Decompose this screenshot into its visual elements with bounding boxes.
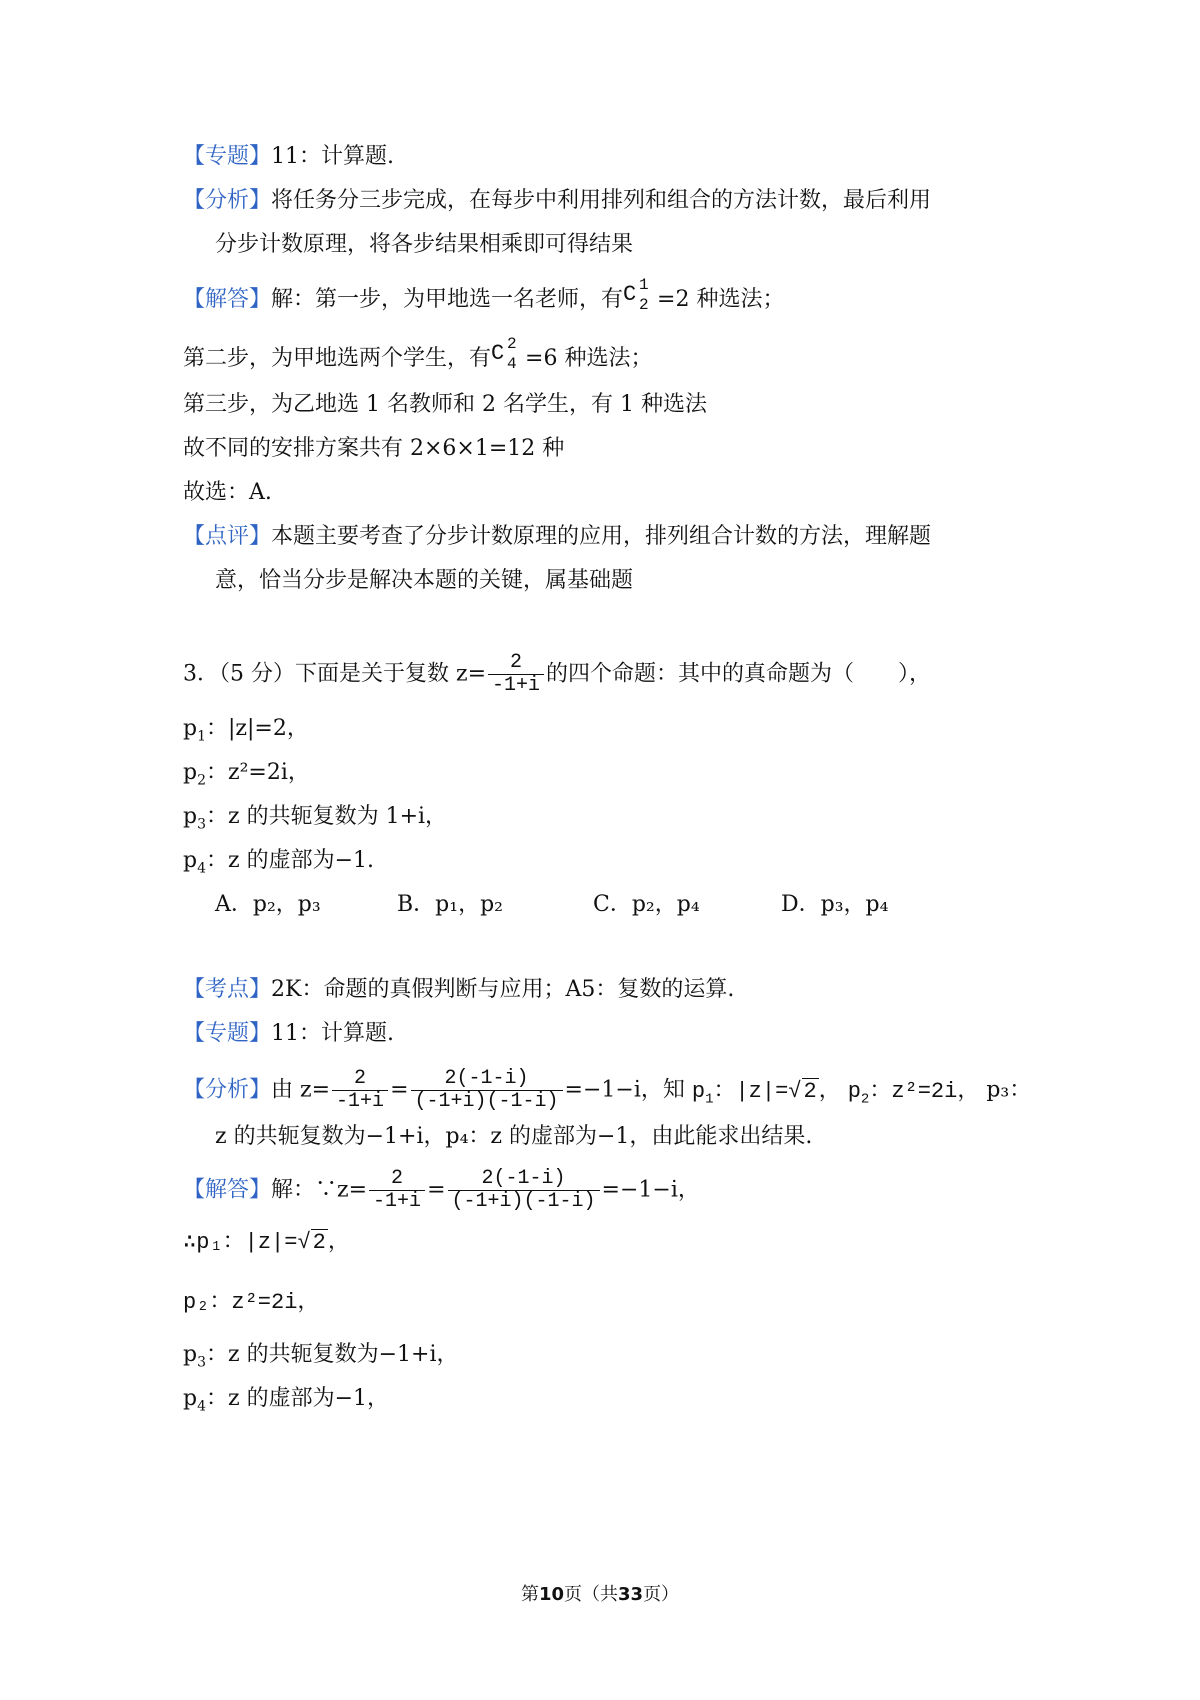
fenxi-p2: $p_2$：z²=2i， [847,1078,980,1107]
q3-sol-p4: $p_4$：z 的虚部为−1， [183,1386,390,1415]
dianping-text: 本题主要考查了分步计数原理的应用，排列组合计数的方法，理解题 [271,524,932,549]
answer-text: 故选：A. [183,480,272,505]
zhuanti-text: 11：计算题. [271,144,395,169]
q3-kaodian-line [183,975,734,1005]
option-c[interactable]: C．p₂，p₄ [593,892,700,917]
page-number: 10 [538,1584,564,1605]
q3-sol-p3: $p_3$：z 的共轭复数为−1+i， [183,1342,459,1371]
option-a[interactable]: A．p₂，p₃ [215,892,321,917]
q2-step3-line [183,390,707,420]
q3-stem-b: 的四个命题：其中的真命题为（ ）， [546,661,932,687]
q2-step2-line [183,335,652,374]
q2-total-line [183,434,564,464]
jieda-tag: 【解答】 [183,287,272,312]
sqrt-2: √2 [788,1078,817,1104]
fenxi-p1: $p_1$：|z|=√2， [691,1078,841,1107]
fenxi-text-2: 分步计数原理，将各步结果相乘即可得结果 [215,232,634,257]
zhuanti-text-2: 11：计算题. [271,1021,395,1046]
page-total: 33 [618,1584,644,1605]
fenxi-text: 将任务分三步完成，在每步中利用排列和组合的方法计数，最后利用 [271,188,932,213]
q3-zhuanti-line [183,1019,394,1049]
q3-p2: $p_2$：z²=2i， [183,760,310,789]
fraction-b: $\frac{2(-1-i)}{(-1+i)(-1-i)}$ [411,1068,563,1113]
q2-answer-line [183,478,272,508]
step2-text: 第二步，为甲地选两个学生，有 [183,346,492,371]
q3-stem [183,652,931,697]
fraction-d: $\frac{2(-1-i)}{(-1+i)(-1-i)}$ [448,1168,600,1213]
total-text: 故不同的安排方案共有 2×6×1=12 种 [183,436,565,461]
step2-text-b: =6 种选法； [525,346,653,371]
fenxi-tag: 【分析】 [183,188,272,213]
dianping-tag: 【点评】 [183,524,272,549]
zhuanti-tag-2: 【专题】 [183,1021,272,1046]
kaodian-tag: 【考点】 [183,977,272,1002]
q3-p4: $p_4$：z 的虚部为−1. [183,848,375,877]
jieda-text-b: =2 种选法； [657,287,785,312]
q3-p1: $p_1$：|z|=2， [183,716,309,745]
combination-c42: C 2 4 [491,335,517,373]
jieda-tag-2: 【解答】 [183,1177,272,1203]
q2-dianping-line-2 [215,566,633,596]
fraction-2-over-neg1-plus-i: $\frac{2}{-1+i}$ [488,652,544,697]
q3-options [215,890,1015,920]
q2-fenxi-line-2 [215,230,633,260]
combination-c21: C 1 2 [623,276,649,314]
q2-dianping-line [183,522,931,552]
zhuanti-tag: 【专题】 [183,144,272,169]
fraction-a: $\frac{2}{-1+i}$ [332,1068,388,1113]
sqrt-2-b: √2 [297,1230,326,1255]
q2-zhuanti-line [183,142,394,172]
q3-fenxi-line: 【分析】由 z= $\frac{2}{-1+i}$ = $\frac{2(-1-i)}{(-1+i)(-1-i)}$ =−1−i，知 $p_1$：|z|=√2， $p_2$：z²=2i， p₃： [183,1067,1032,1113]
q3-sol-p1: ∴p₁：|z|=√2， [183,1230,350,1255]
page-footer: 第10页（共33页） [520,1584,680,1605]
kaodian-text: 2K：命题的真假判断与应用；A5：复数的运算. [271,977,735,1002]
q3-p3: $p_3$：z 的共轭复数为 1+i， [183,804,448,833]
q3-fenxi-line-2: z 的共轭复数为−1+i，p₄：z 的虚部为−1，由此能求出结果. [215,1124,813,1149]
fraction-c: $\frac{2}{-1+i}$ [369,1168,425,1213]
option-d[interactable]: D．p₃，p₄ [781,892,889,917]
option-b[interactable]: B．p₁，p₂ [397,892,503,917]
q3-sol-p2: p₂：z²=2i， [183,1290,320,1315]
q3-stem-a: 3．（5 分）下面是关于复数 z= [183,661,487,687]
fenxi-tag-2: 【分析】 [183,1077,272,1103]
dianping-text-2: 意，恰当分步是解决本题的关键，属基础题 [215,568,634,593]
q2-fenxi-line [183,186,931,216]
q2-jieda-line [183,276,784,315]
q3-jieda-line: 【解答】解：∵z= $\frac{2}{-1+i}$ = $\frac{2(-1-i)}{(-1+i)(-1-i)}$ =−1−i， [183,1167,700,1213]
jieda-text: 解：第一步，为甲地选一名老师，有 [271,287,624,312]
step3-text: 第三步，为乙地选 1 名教师和 2 名学生，有 1 种选法 [183,392,707,417]
